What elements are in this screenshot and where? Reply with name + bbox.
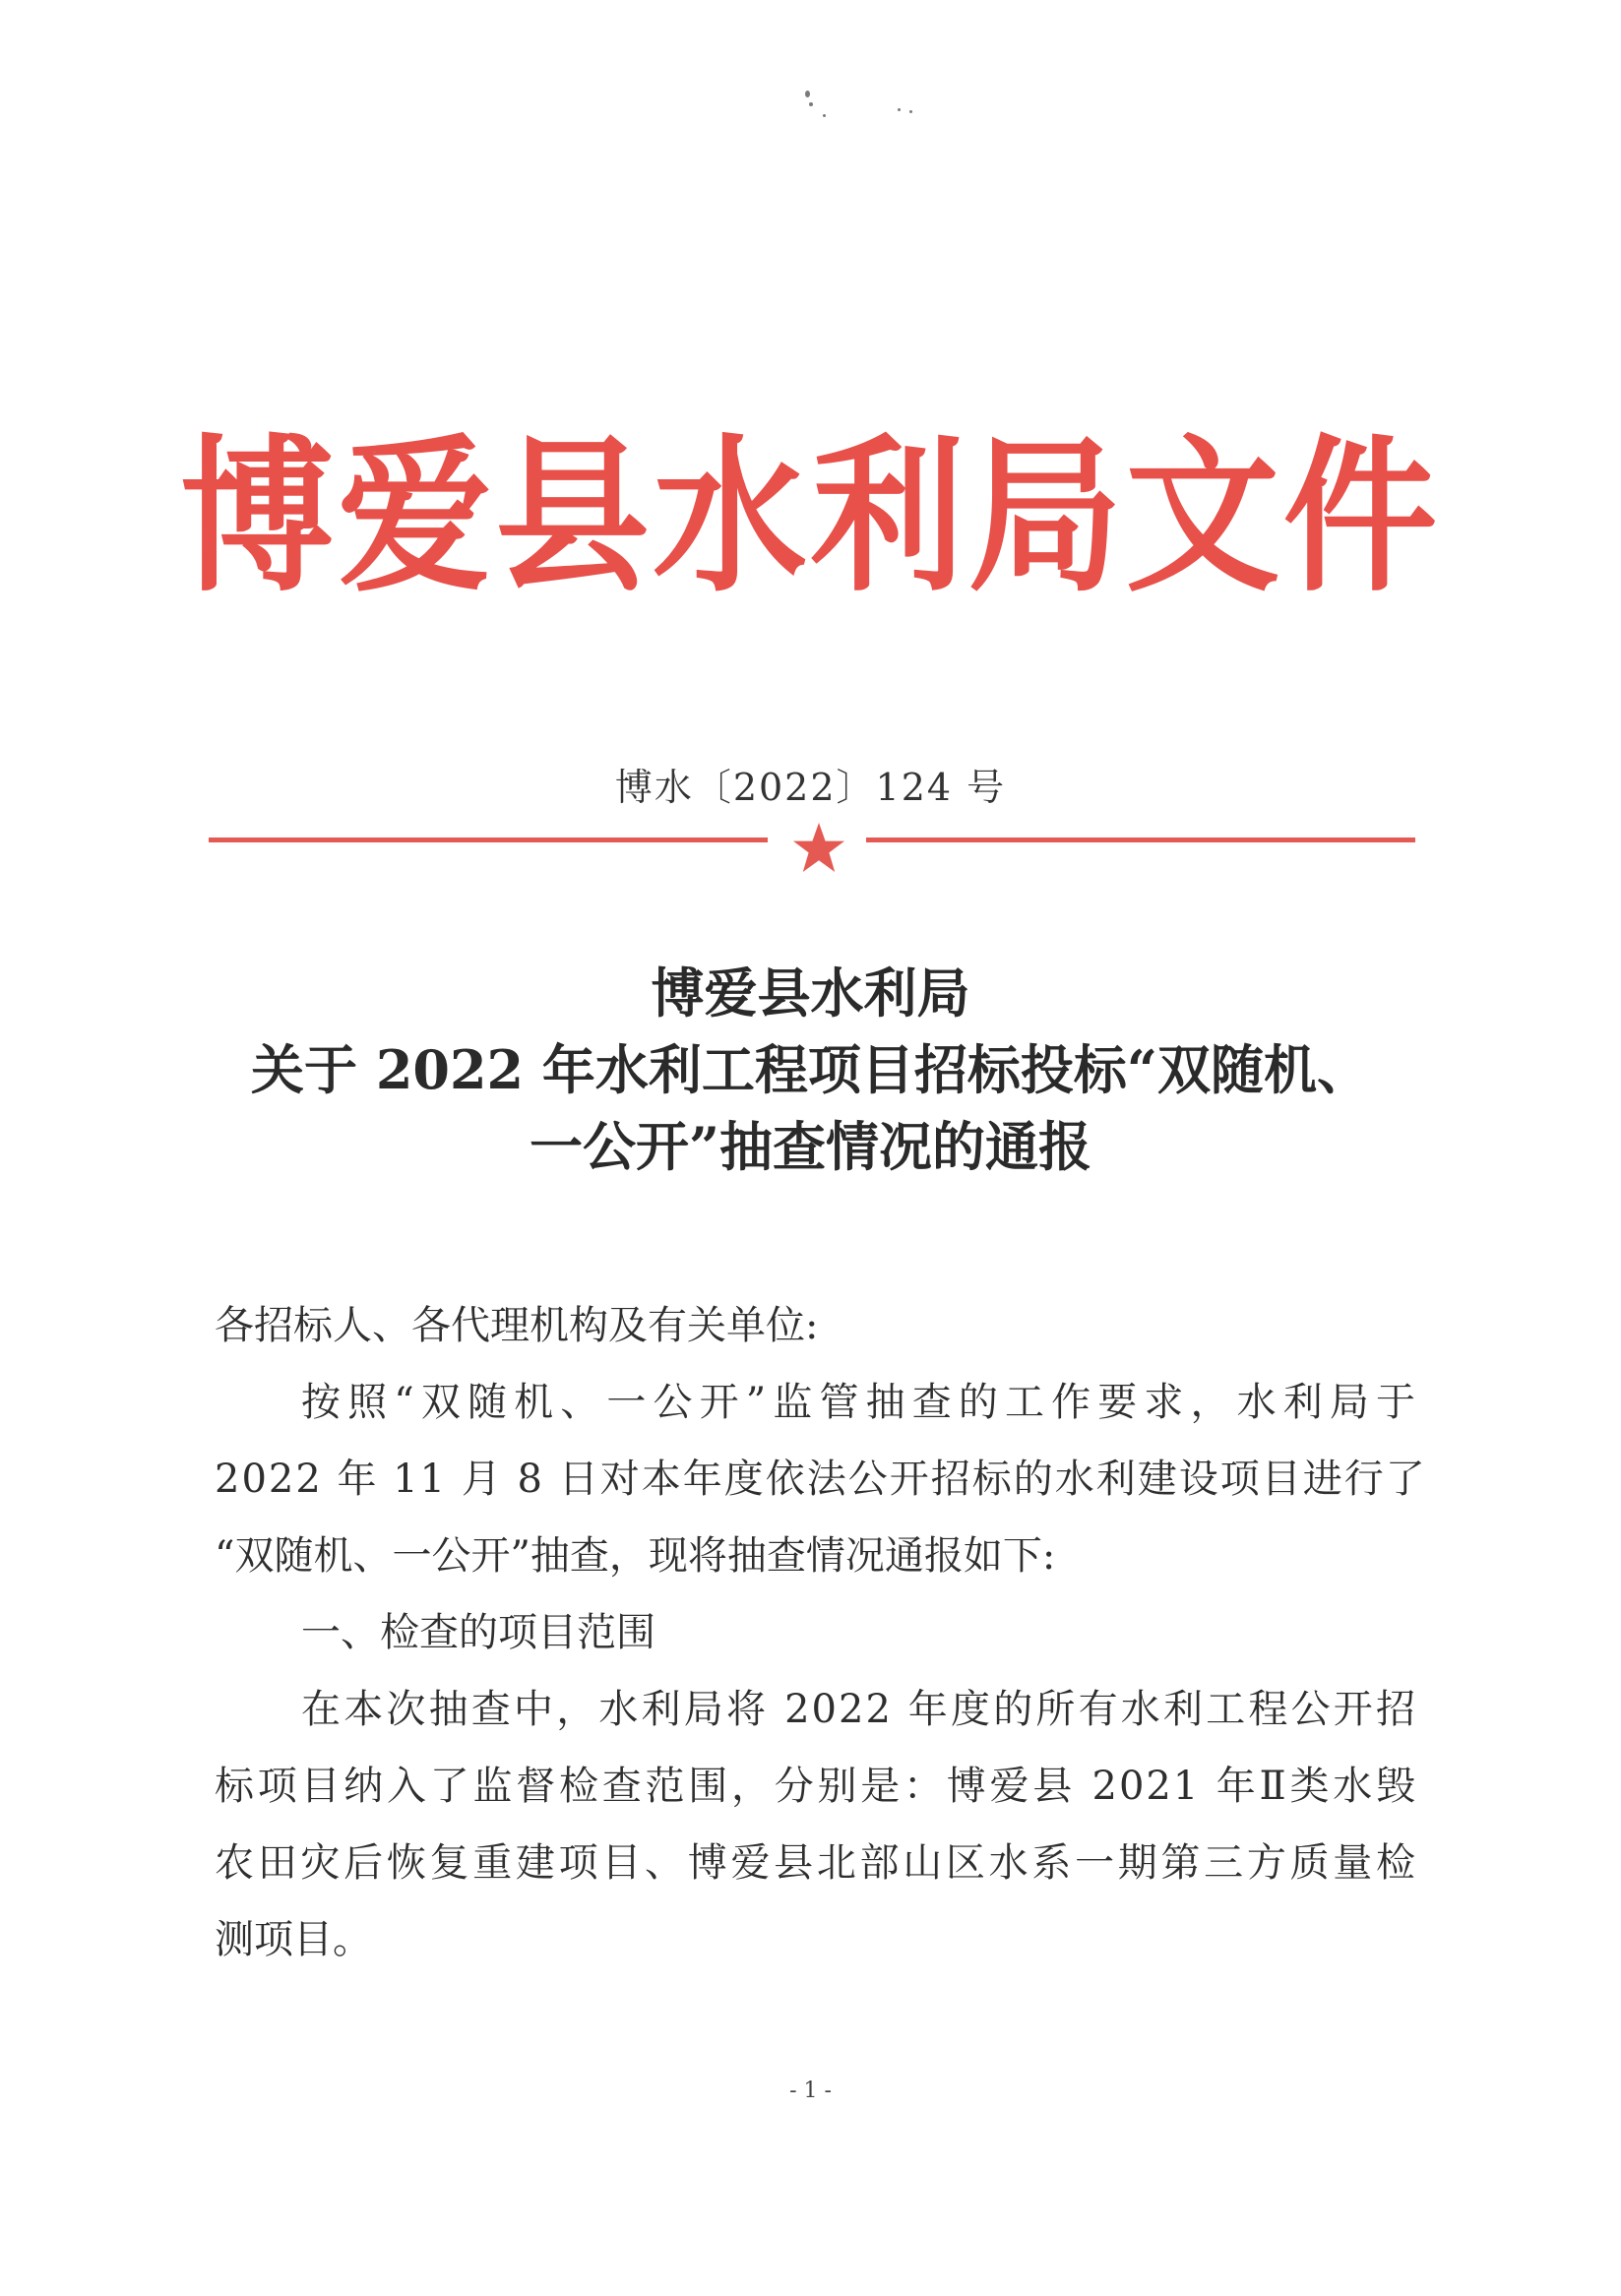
notice-title-line: 关于 2022 年水利工程项目招标投标“双随机、: [251, 1038, 1370, 1101]
paragraph-1-line: “双随机、一公开”抽查，现将抽查情况通报如下:: [215, 1533, 1056, 1579]
scan-artifact-dots: [799, 83, 937, 132]
scan-dot: [898, 108, 901, 111]
scan-dot: [809, 102, 813, 106]
notice-title-line: 一公开”抽查情况的通报: [529, 1115, 1092, 1178]
paragraph-2-line: 在本次抽查中，水利局将 2022 年度的所有水利工程公开招: [301, 1687, 1417, 1732]
page-number: - 1 -: [789, 2079, 832, 2103]
notice-title-line: 博爱县水利局: [651, 962, 970, 1024]
paragraph-2-line: 测项目。: [215, 1917, 372, 1962]
red-rule-right: [866, 838, 1415, 842]
scan-dot: [823, 114, 826, 117]
document-body: [215, 1287, 1427, 1978]
salutation: 各招标人、各代理机构及有关单位:: [215, 1303, 819, 1348]
red-star-icon: [790, 821, 847, 876]
scan-dot: [909, 110, 912, 113]
paragraph-2-line: 农田灾后恢复重建项目、博爱县北部山区水系一期第三方质量检: [215, 1840, 1417, 1886]
document-number: 博水〔2022〕124 号: [614, 766, 1007, 809]
paragraph-1-line: 按照“双随机、一公开”监管抽查的工作要求，水利局于: [301, 1380, 1417, 1425]
section-1-heading: 一、检查的项目范围: [301, 1610, 655, 1655]
paragraph-2-line: 标项目纳入了监督检查范围，分别是：博爱县 2021 年Ⅱ类水毁: [215, 1764, 1417, 1809]
document-header-title: 博爱县水利局文件: [180, 418, 1441, 615]
red-rule-left: [209, 838, 768, 842]
notice-title: [148, 955, 1473, 1185]
scan-dot: [805, 91, 810, 97]
paragraph-1-line: 2022 年 11 月 8 日对本年度依法公开招标的水利建设项目进行了: [215, 1457, 1427, 1502]
